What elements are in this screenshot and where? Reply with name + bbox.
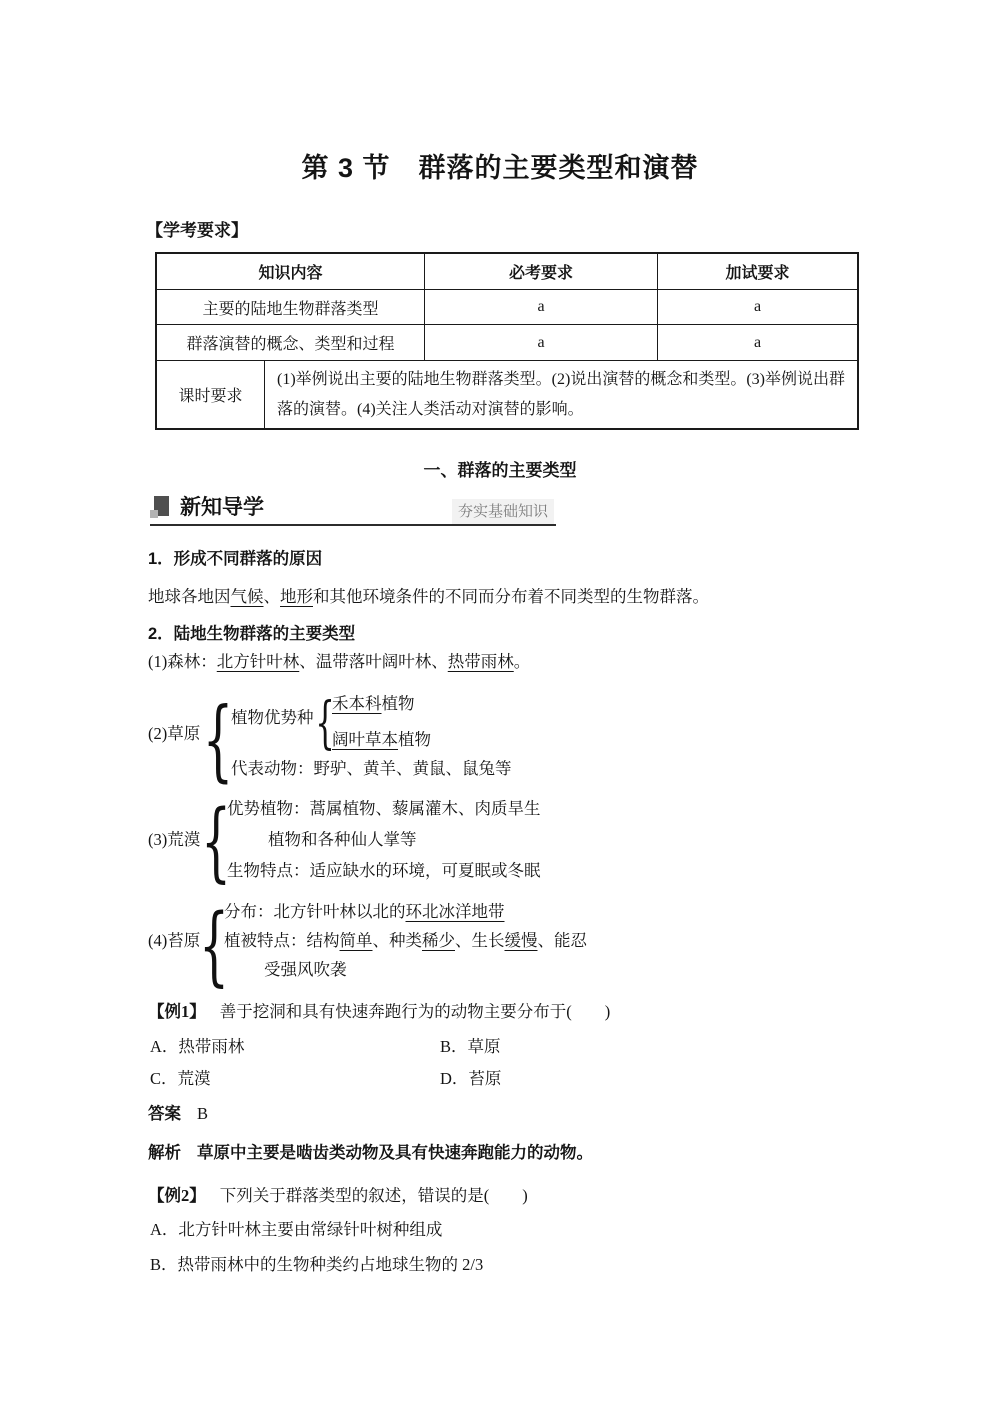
option-d: D．苔原 xyxy=(440,1069,502,1088)
light-square-icon xyxy=(150,510,158,518)
underlined-term: 北方针叶林 xyxy=(216,652,300,671)
squares-icon xyxy=(150,496,172,520)
text-segment: 、能忍 xyxy=(537,931,587,950)
row-bikao: a xyxy=(424,324,657,360)
desert-line2: 植物和各种仙人掌等 xyxy=(268,830,417,849)
option-b: B．热带雨林中的生物种类约占地球生物的 2/3 xyxy=(150,1255,484,1274)
underlined-term: 地形 xyxy=(280,587,313,606)
tundra-line2 xyxy=(224,931,587,952)
underlined-term: 缓慢 xyxy=(504,931,538,950)
banner-title: 新知导学 xyxy=(180,496,264,519)
grass-plant1 xyxy=(332,694,415,715)
forest-line xyxy=(148,652,530,673)
option-c: C．荒漠 xyxy=(150,1069,211,1088)
header-knowledge: 知识内容 xyxy=(258,265,323,282)
row-jiashi: a xyxy=(657,289,857,324)
desert-line3: 生物特点：适应缺水的环境，可夏眠或冬眠 xyxy=(227,861,541,880)
answer-label: 答案 xyxy=(148,1105,181,1123)
text-segment: 。 xyxy=(513,652,531,671)
example2-question: 下列关于群落类型的叙述，错误的是( ) xyxy=(219,1186,528,1205)
text-segment: 植被特点：结构 xyxy=(224,931,340,950)
grass-animals: 代表动物：野驴、黄羊、黄鼠、鼠兔等 xyxy=(231,759,512,778)
banner-divider xyxy=(150,524,556,526)
option-b: B．草原 xyxy=(440,1037,501,1056)
example2-question-line xyxy=(148,1186,528,1207)
section-heading: 一、群落的主要类型 xyxy=(423,461,577,480)
answer-line xyxy=(148,1104,208,1125)
answer-value: B xyxy=(197,1104,209,1123)
table-row xyxy=(157,324,857,360)
grass-dominant-label: 植物优势种 xyxy=(231,708,314,727)
example1-question: 善于挖洞和具有快速奔跑行为的动物主要分布于( ) xyxy=(219,1002,611,1021)
brace-decoration xyxy=(212,691,224,787)
exam-requirements-label: 【学考要求】 xyxy=(146,221,248,240)
grass-label: (2)草原 xyxy=(148,724,201,743)
table-row xyxy=(157,289,857,324)
lesson-requirement-label: 课时要求 xyxy=(157,360,264,428)
text-segment: 和其他环境条件的不同而分布着不同类型的生物群落。 xyxy=(313,587,709,606)
banner-subtitle: 夯实基础知识 xyxy=(452,499,554,524)
header-additional: 加试要求 xyxy=(657,254,857,289)
table-lesson-row xyxy=(157,360,857,428)
text-segment: 、温带落叶阔叶林、 xyxy=(299,652,448,671)
row-jiashi: a xyxy=(657,324,857,360)
desert-line1: 优势植物：蒿属植物、藜属灌木、肉质旱生 xyxy=(227,799,541,818)
row-content: 群落演替的概念、类型和过程 xyxy=(157,324,424,360)
text-segment: 、种类 xyxy=(372,931,422,950)
text-segment: 地球各地因 xyxy=(148,587,231,606)
lesson-requirement-text: (1)举例说出主要的陆地生物群落类型。(2)说出演替的概念和类型。(3)举例说出群落的演替。(4)关注人类活动对演替的影响。 xyxy=(264,360,857,428)
underlined-term: 热带雨林 xyxy=(447,652,514,671)
example2-marker: 【例2】 xyxy=(148,1186,206,1205)
text-segment: 、生长 xyxy=(455,931,505,950)
underlined-term: 气候 xyxy=(230,587,264,606)
underlined-term: 禾本科 xyxy=(332,694,382,713)
underlined-term: 稀少 xyxy=(422,931,455,950)
page-title: 第 3 节 群落的主要类型和演替 xyxy=(301,153,699,183)
example1-question-line xyxy=(148,1002,610,1023)
brace-decoration xyxy=(210,795,222,889)
option-a: A．北方针叶林主要由常绿针叶树种组成 xyxy=(150,1220,443,1239)
text-segment: 植物 xyxy=(381,694,415,713)
requirements-table xyxy=(155,252,859,430)
option-a: A．热带雨林 xyxy=(150,1037,245,1056)
desert-label: (3)荒漠 xyxy=(148,830,201,849)
underlined-term: 环北冰洋地带 xyxy=(405,902,505,921)
text-segment: 植物 xyxy=(398,730,431,749)
grass-plant2 xyxy=(332,730,431,751)
text-segment: 分布：北方针叶林以北的 xyxy=(224,902,406,921)
point2-title: 2．陆地生物群落的主要类型 xyxy=(148,625,356,643)
analysis-text: 草原中主要是啮齿类动物及具有快速奔跑能力的动物。 xyxy=(197,1144,593,1162)
table-header-row xyxy=(157,254,857,289)
analysis-label: 解析 xyxy=(148,1144,181,1162)
row-bikao: a xyxy=(424,289,657,324)
text-segment: (1)森林： xyxy=(148,652,217,671)
brace-decoration xyxy=(208,899,220,993)
tundra-line1 xyxy=(224,902,505,923)
underlined-term: 阔叶草本 xyxy=(332,730,398,749)
underlined-term: 简单 xyxy=(339,931,373,950)
point1-text xyxy=(148,587,709,608)
tundra-line3: 受强风吹袭 xyxy=(264,960,347,979)
example1-marker: 【例1】 xyxy=(148,1002,206,1021)
header-required: 必考要求 xyxy=(424,254,657,289)
row-content: 主要的陆地生物群落类型 xyxy=(157,289,424,324)
brace-decoration xyxy=(319,692,331,754)
tundra-label: (4)苔原 xyxy=(148,931,201,950)
text-segment: 、 xyxy=(263,587,280,606)
analysis-line xyxy=(148,1143,593,1164)
point1-title: 1．形成不同群落的原因 xyxy=(148,550,323,568)
